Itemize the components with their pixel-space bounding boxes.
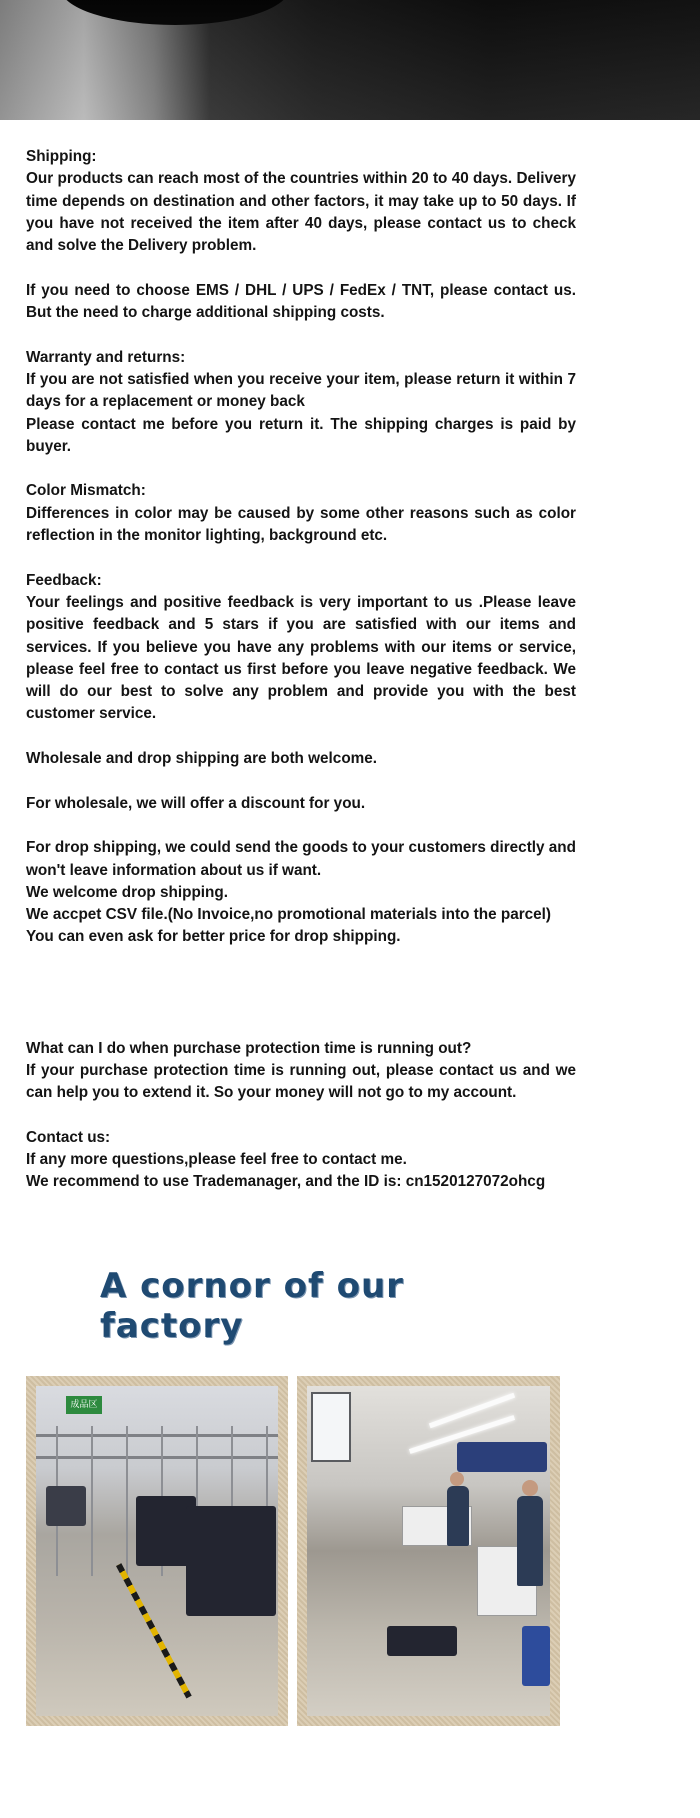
return-paragraph: Please contact me before you return it. The shipping charges is paid by buyer. xyxy=(26,415,576,455)
protection-heading: What can I do when purchase protection time is running out? xyxy=(26,1039,472,1057)
trademanager-id-line: We recommend to use Trademanager, and the ID is: cn1520127072ohcg xyxy=(26,1173,546,1191)
shipping-paragraph: Our products can reach most of the countries within 20 to 40 days. Delivery time depends on destination and other factors, it may take up to 50 days. If you have not received the item after 40 days, please contact us to check and solve the Delivery problem. xyxy=(26,170,576,255)
drop-shipping-welcome-line: We welcome drop shipping. xyxy=(26,883,228,901)
drop-shipping-paragraph: For drop shipping, we could send the goods to your customers directly and won't leave information about us if want. xyxy=(26,839,576,879)
policy-text-block xyxy=(26,146,576,1194)
feedback-heading: Feedback: xyxy=(26,571,102,589)
better-price-line: You can even ask for better price for drop shipping. xyxy=(26,928,401,946)
finished-goods-sign: 成品区 xyxy=(66,1396,102,1414)
factory-photo-frame-left xyxy=(26,1376,288,1726)
warranty-heading: Warranty and returns: xyxy=(26,348,186,366)
wholesale-line: Wholesale and drop shipping are both welcome. xyxy=(26,750,378,768)
shipping-couriers-paragraph: If you need to choose EMS / DHL / UPS / FedEx / TNT, please contact us. But the need to charge additional shipping costs. xyxy=(26,281,576,322)
shipping-heading: Shipping: xyxy=(26,148,97,165)
factory-photo-frame-right xyxy=(297,1376,560,1726)
factory-title: A cornor of our factory xyxy=(100,1266,404,1346)
wholesale-discount-line: For wholesale, we will offer a discount for you. xyxy=(26,794,366,812)
csv-file-line: We accpet CSV file.(No Invoice,no promotional materials into the parcel) xyxy=(26,906,552,924)
factory-photo-warehouse xyxy=(36,1386,278,1716)
color-mismatch-heading: Color Mismatch: xyxy=(26,482,146,500)
feedback-paragraph: Your feelings and positive feedback is very important to us .Please leave positive feedback and 5 stars if you are satisfied with our items and services. If you believe you have any problems with our items or service, please feel free to contact us first before you leave negative feedback. We will do our best to solve any problem and provide you with the best customer service. xyxy=(26,593,576,723)
top-product-photo xyxy=(0,0,700,120)
color-mismatch-paragraph: Differences in color may be caused by some other reasons such as color reflection in the monitor lighting, background etc. xyxy=(26,504,576,545)
contact-heading: Contact us: xyxy=(26,1128,111,1146)
protection-paragraph: If your purchase protection time is running out, please contact us and we can help you to extend it. So your money will not go to my account. xyxy=(26,1061,576,1102)
warranty-paragraph: If you are not satisfied when you receive your item, please return it within 7 days for a replacement or money back xyxy=(26,370,576,411)
contact-questions-line: If any more questions,please feel free to contact me. xyxy=(26,1151,407,1169)
factory-photo-workshop xyxy=(307,1386,550,1716)
